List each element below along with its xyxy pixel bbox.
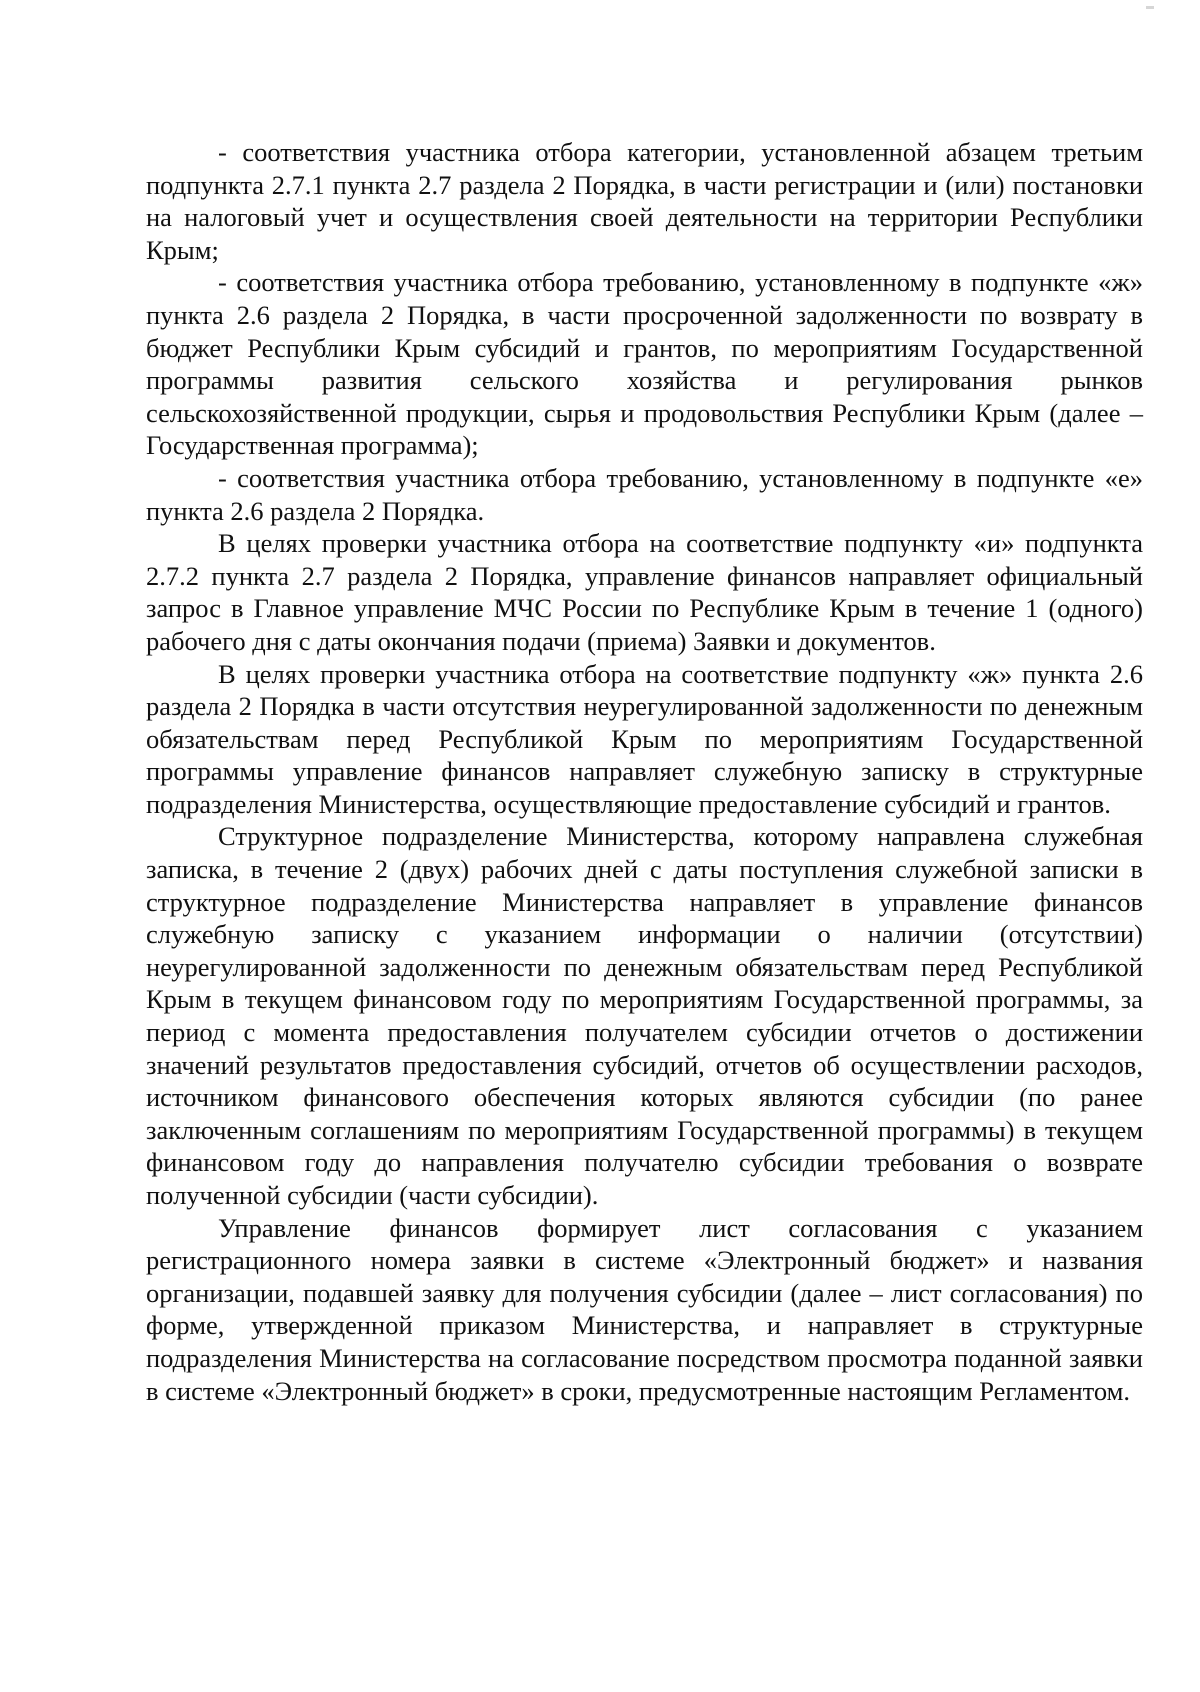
paragraph-requirement-e-compliance: - соответствия участника отбора требованию, установленному в подпункте «е» пункта 2.6 раздела 2 Порядка. xyxy=(146,462,1143,526)
paragraph-memo-to-departments: В целях проверки участника отбора на соответствие подпункту «ж» пункта 2.6 раздела 2 Порядка в части отсутствия неурегулированной задолженности по денежным обязательствам перед Республикой Крым по мероприятиям Государственной программы управление финансов направляет служебную записку в структурные подразделения Министерства, осуществляющие предоставление субсидий и грантов. xyxy=(146,658,1143,819)
paragraph-category-compliance: - соответствия участника отбора категории, установленной абзацем третьим подпункта 2.7.1 пункта 2.7 раздела 2 Порядка, в части регистрации и (или) постановки на налоговый учет и осуществления своей деятельности на территории Республики Крым; xyxy=(146,137,1143,265)
paragraph-mchs-request: В целях проверки участника отбора на соответствие подпункту «и» подпункта 2.7.2 пункта 2.7 раздела 2 Порядка, управление финансов направляет официальный запрос в Главное управление МЧС России по Республике Крым в течение 1 (одного) рабочего дня с даты окончания подачи (приема) Заявки и документов. xyxy=(146,528,1143,656)
document-body xyxy=(146,136,1143,1407)
paragraph-approval-sheet: Управление финансов формирует лист согласования с указанием регистрационного номера заявки в системе «Электронный бюджет» и названия организации, подавшей заявку для получения субсидии (далее – лист согласования) по форме, утвержденной приказом Министерства, и направляет в структурные подразделения Министерства на согласование посредством просмотра поданной заявки в системе «Электронный бюджет» в сроки, предусмотренные настоящим Регламентом. xyxy=(146,1212,1143,1406)
paragraph-department-response: Структурное подразделение Министерства, которому направлена служебная записка, в течение 2 (двух) рабочих дней с даты поступления служебной записки в структурное подразделение Министерства направляет в управление финансов служебную записку с указанием информации о наличии (отсутствии) неурегулированной задолженности по денежным обязательствам перед Республикой Крым в текущем финансовом году по мероприятиям Государственной программы, за период с момента предоставления получателем субсидии отчетов о достижении значений результатов предоставления субсидий, отчетов об осуществлении расходов, источником финансового обеспечения которых являются субсидии (по ранее заключенным соглашениям по мероприятиям Государственной программы) в текущем финансовом году до направления получателю субсидии требования о возврате полученной субсидии (части субсидии). xyxy=(146,821,1143,1210)
scan-artifact xyxy=(1146,6,1154,9)
paragraph-overdue-debt-compliance: - соответствия участника отбора требованию, установленному в подпункте «ж» пункта 2.6 раздела 2 Порядка, в части просроченной задолженности по возврату в бюджет Республики Крым субсидий и грантов, по мероприятиям Государственной программы развития сельского хозяйства и регулирования рынков сельскохозяйственной продукции, сырья и продовольствия Республики Крым (далее – Государственная программа); xyxy=(146,267,1143,461)
